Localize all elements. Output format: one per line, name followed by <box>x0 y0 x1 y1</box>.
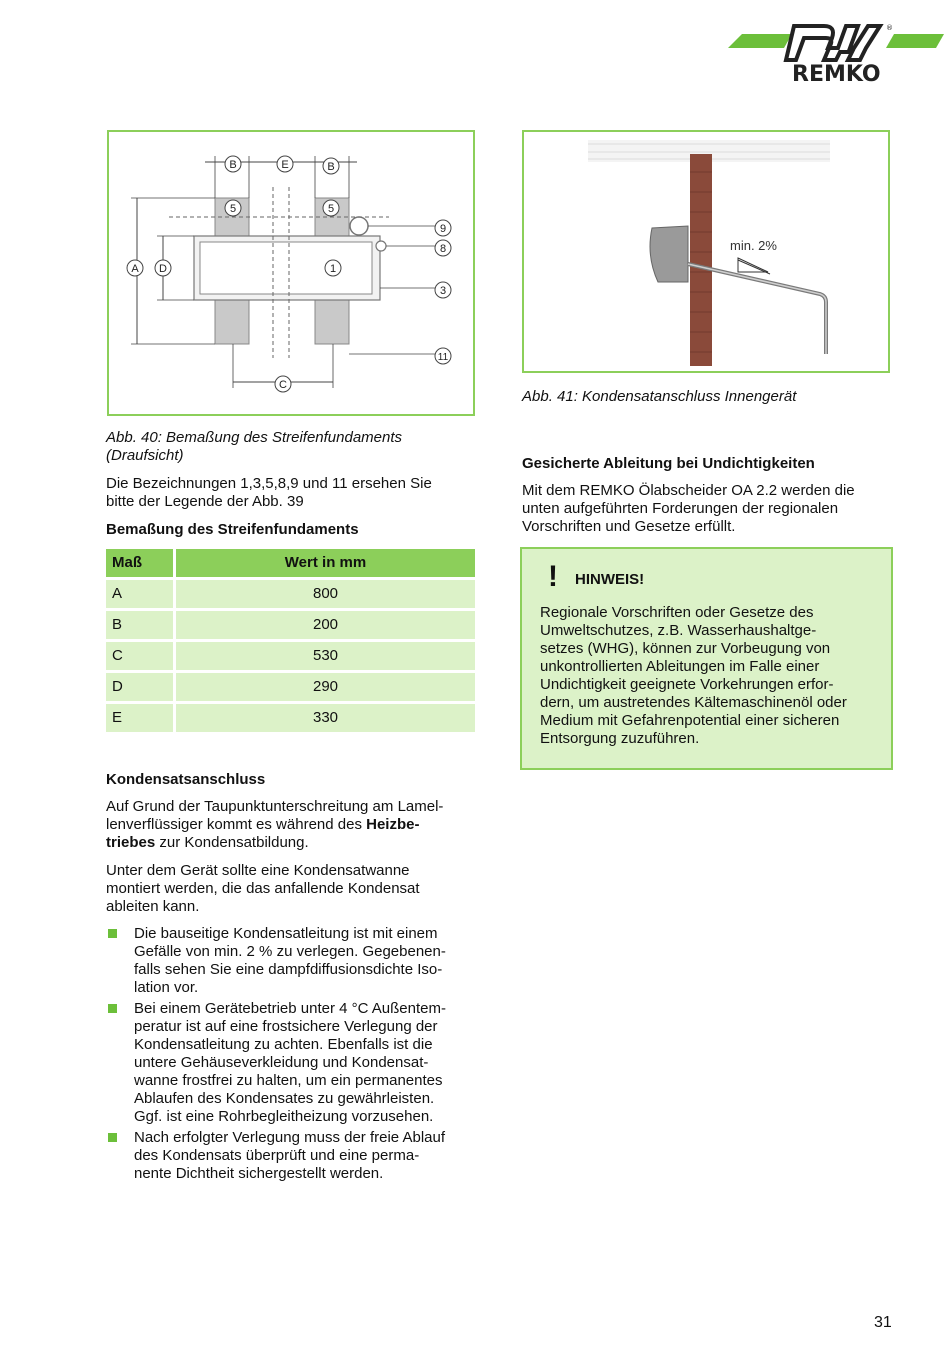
bullet-list <box>106 925 478 1186</box>
bullet-square-icon <box>108 1133 117 1142</box>
label-A: A <box>131 263 139 275</box>
label-3: 3 <box>439 285 447 297</box>
section-heading: Kondensatsanschluss <box>106 771 266 788</box>
label-B1: B <box>229 159 237 171</box>
list-item: Nach erfolgter Verlegung muss der freie Ablauf des Kondensats überprüft und eine perma- nente Dichtheit sichergestellt werden. <box>106 1129 478 1183</box>
label-E: E <box>281 159 289 171</box>
figure-40-caption: Abb. 40: Bemaßung des Streifenfundaments (Draufsicht) <box>106 429 403 464</box>
paragraph-1: Auf Grund der Taupunktunterschreitung am Lamel- lenverflüssiger kommt es während des Heizbe- triebes zur Kondensatbildung. <box>106 798 444 851</box>
table-row: B 200 <box>106 611 475 639</box>
label-5b: 5 <box>327 203 335 215</box>
right-heading: Gesicherte Ableitung bei Undichtigkeiten <box>522 455 815 472</box>
label-D: D <box>159 263 167 275</box>
label-9: 9 <box>439 223 447 235</box>
svg-text:®: ® <box>886 24 893 32</box>
paragraph-2: Unter dem Gerät sollte eine Kondensatwanne montiert werden, die das anfallende Kondensat ableiten kann. <box>106 862 420 915</box>
foundation-drawing <box>109 132 473 414</box>
figure-40-strip-foundation <box>107 130 475 416</box>
table-heading: Bemaßung des Streifenfundaments <box>106 521 359 538</box>
right-paragraph: Mit dem REMKO Ölabscheider OA 2.2 werden die unten aufgeführten Forderungen der regionalen Vorschriften und Gesetze erfüllt. <box>522 482 855 535</box>
label-5a: 5 <box>229 203 237 215</box>
column-header-value: Wert in mm <box>176 549 475 577</box>
remko-logo-icon <box>728 18 944 88</box>
notice-title: HINWEIS! <box>575 571 645 588</box>
bullet-square-icon <box>108 1004 117 1013</box>
brand-wordmark: REMKO <box>792 62 881 87</box>
table-row: A 800 <box>106 580 475 608</box>
label-11: 11 <box>437 352 449 363</box>
table-row: E 330 <box>106 704 475 732</box>
list-item: Die bauseitige Kondensatleitung ist mit einem Gefälle von min. 2 % zu verlegen. Gegebenen- falls sehen Sie eine dampfdiffusionsdichte Iso- lation vor. <box>106 925 478 997</box>
notice-body: Regionale Vorschriften oder Gesetze des Umweltschutzes, z.B. Wasserhaushaltge- setzes (WHG), können zur Vorbeugung von unkontrollierten Ableitungen im Falle einer Undichtigkeit geeignete Vorkehrungen erfor- dern, um austretendes Kältemaschinenöl oder Medium mit Gefahrenpotential einer sicheren Entsorgung zuzuführen. <box>540 604 847 747</box>
label-C: C <box>279 379 287 391</box>
exclamation-icon: ! <box>548 560 558 593</box>
dimension-table <box>106 549 475 735</box>
table-row: C 530 <box>106 642 475 670</box>
column-header-mass: Maß <box>106 549 173 577</box>
label-B2: B <box>327 161 335 173</box>
legend-note: Die Bezeichnungen 1,3,5,8,9 und 11 ersehen Sie bitte der Legende der Abb. 39 <box>106 475 432 510</box>
figure-41-condensate <box>522 130 890 373</box>
page-number: 31 <box>874 1314 892 1331</box>
table-row: D 290 <box>106 673 475 701</box>
list-item: Bei einem Gerätebetrieb unter 4 °C Außentem- peratur ist auf eine frostsichere Verlegung der Kondensatleitung zu achten. Ebenfalls ist die untere Gehäuseverkleidung und Kondensat- wanne frostfrei zu halten, um ein permanentes Ablaufen des Kondensates zu gewährleisten. Ggf. ist eine Rohrbegleitheizung vorzusehen. <box>106 1000 478 1126</box>
label-1: 1 <box>329 263 337 275</box>
slope-label: min. 2% <box>730 238 777 253</box>
bullet-square-icon <box>108 929 117 938</box>
condensate-drawing <box>524 132 888 371</box>
table-header-row <box>106 549 475 577</box>
figure-41-caption: Abb. 41: Kondensatanschluss Innengerät <box>522 388 797 405</box>
label-8: 8 <box>439 243 447 255</box>
